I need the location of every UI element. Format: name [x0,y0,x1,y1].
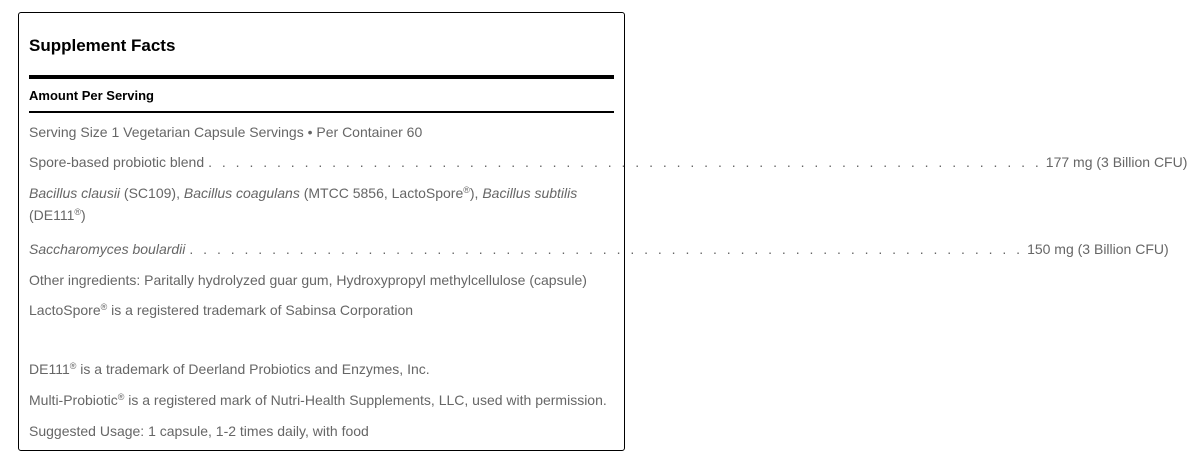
blend-strains [29,182,614,226]
brand-name: Multi-Probiotic [29,392,118,408]
ingredient-row-saccharomyces [29,238,1169,260]
registered-mark: ® [69,361,77,371]
ingredient-amount: 177 mg (3 Billion CFU) [1045,154,1187,170]
strain-name: Bacillus subtilis [482,185,578,201]
registered-mark: ® [74,207,82,217]
panel-title: Supplement Facts [29,36,176,55]
registered-mark: ® [117,392,125,402]
ingredient-row-probiotic-blend [29,151,1187,173]
brand-name: LactoSpore [29,302,101,318]
serving-size: Serving Size 1 Vegetarian Capsule Servings • Per Container 60 [29,124,423,140]
strain-code: (MTCC 5856, LactoSpore [299,185,464,201]
suggested-usage: Suggested Usage: 1 capsule, 1-2 times daily, with food [29,423,369,439]
strain-code: ), [469,185,483,201]
thick-divider [29,75,614,79]
dot-leader: . . . . . . . . . . . . . . . . . . . . . . . . . . . . . . . . . . . . . . . . . . . . . . . . . . . . . . . . . . . . . [189,241,1024,257]
registered-mark: ® [100,302,108,312]
note-text: is a trademark of Deerland Probiotics and Enzymes, Inc. [76,361,430,377]
note-text: is a registered mark of Nutri-Health Supplements, LLC, used with permission. [124,392,607,408]
brand-name: DE111 [29,361,70,377]
strain-code: ) [81,207,86,223]
strain-name: Bacillus coagulans [183,185,300,201]
strain-code: (SC109), [120,185,184,201]
dot-leader: . . . . . . . . . . . . . . . . . . . . . . . . . . . . . . . . . . . . . . . . . . . . . . . . . . . . . . . . . . . . . [208,154,1042,170]
supplement-facts-panel [18,12,1187,451]
ingredient-name: Saccharomyces boulardii [29,241,186,257]
multi-probiotic-trademark-note [29,389,614,411]
registered-mark: ® [463,185,470,195]
amount-per-serving-heading: Amount Per Serving [29,88,154,103]
de111-trademark-note [29,358,614,380]
lactospore-trademark-note [29,299,614,321]
note-text: is a registered trademark of Sabinsa Corporation [107,302,414,318]
other-ingredients: Other ingredients: Paritally hydrolyzed guar gum, Hydroxypropyl methylcellulose (capsule) [29,272,587,288]
thin-divider [29,111,614,113]
ingredient-name: Spore-based probiotic blend [29,154,205,170]
ingredient-amount: 150 mg (3 Billion CFU) [1027,241,1169,257]
strain-code: (DE111 [29,207,75,223]
strain-name: Bacillus clausii [29,185,121,201]
